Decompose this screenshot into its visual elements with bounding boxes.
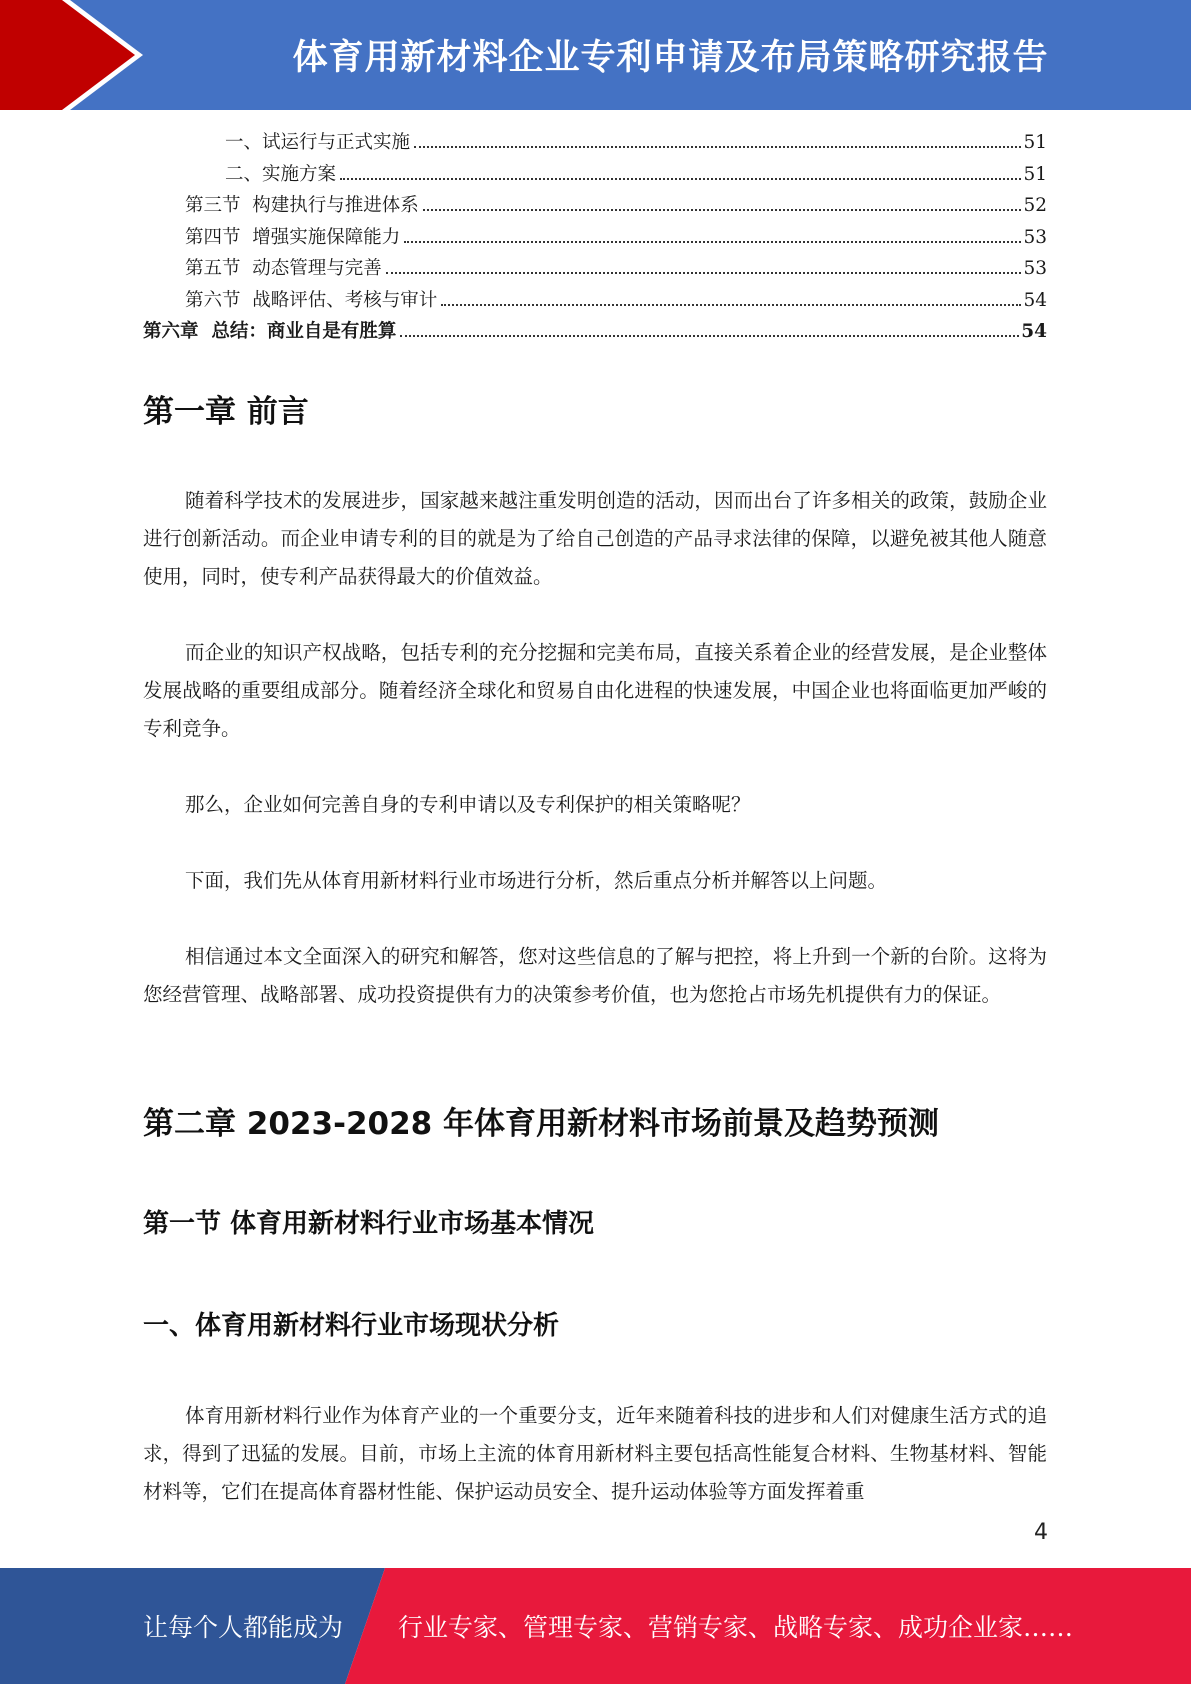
toc-leader-dots	[414, 146, 1021, 148]
header-arrow-decoration	[0, 0, 160, 110]
chapter-1-heading: 第一章 前言	[143, 394, 309, 430]
body-paragraph: 随着科学技术的发展进步，国家越来越注重发明创造的活动，因而出台了许多相关的政策，鼓励企业进行创新活动。而企业申请专利的目的就是为了给自己创造的产品寻求法律的保障，以避免被其他人随意使用，同时，使专利产品获得最大的价值效益。	[143, 489, 1047, 588]
footer-slogan-left: 让每个人都能成为	[143, 1613, 344, 1642]
body-paragraph: 而企业的知识产权战略，包括专利的充分挖掘和完美布局，直接关系着企业的经营发展，是企业整体发展战略的重要组成部分。随着经济全球化和贸易自由化进程的快速发展，中国企业也将面临更加严峻的专利竞争。	[143, 641, 1047, 740]
toc-entry-label: 第六章 总结：商业自是有胜算	[143, 321, 397, 342]
toc-entry[interactable]	[143, 317, 1047, 349]
toc-entry-page: 54	[1021, 321, 1047, 342]
toc-entry-page: 54	[1023, 289, 1047, 311]
toc-entry-page: 51	[1023, 163, 1047, 185]
toc-entry-label: 第五节 动态管理与完善	[185, 258, 382, 279]
section-heading: 第一节 体育用新材料行业市场基本情况	[143, 1209, 595, 1239]
page-header-banner	[0, 0, 1191, 110]
subsection-heading: 一、体育用新材料行业市场现状分析	[143, 1311, 560, 1341]
body-paragraph: 相信通过本文全面深入的研究和解答，您对这些信息的了解与把控，将上升到一个新的台阶。这将为您经营管理、战略部署、成功投资提供有力的决策参考价值，也为您抢占市场先机提供有力的保证。	[143, 945, 1047, 1006]
toc-entry-page: 51	[1023, 132, 1047, 153]
toc-entry[interactable]	[143, 128, 1047, 160]
toc-leader-dots	[340, 178, 1021, 180]
toc-entry-label: 二、实施方案	[225, 163, 337, 185]
footer-slogan-right: 行业专家、管理专家、营销专家、战略专家、成功企业家……	[398, 1613, 1074, 1642]
page-footer-banner	[0, 1568, 1191, 1684]
toc-entry-label: 第三节 构建执行与推进体系	[185, 195, 419, 216]
body-paragraph: 下面，我们先从体育用新材料行业市场进行分析，然后重点分析并解答以上问题。	[185, 869, 888, 892]
toc-entry[interactable]	[143, 254, 1047, 286]
body-paragraph: 那么，企业如何完善自身的专利申请以及专利保护的相关策略呢？	[185, 793, 751, 816]
body-paragraph: 体育用新材料行业作为体育产业的一个重要分支，近年来随着科技的进步和人们对健康生活方式的追求，得到了迅猛的发展。目前，市场上主流的体育用新材料主要包括高性能复合材料、生物基材料、智能材料等，它们在提高体育器材性能、保护运动员安全、提升运动体验等方面发挥着重	[143, 1404, 1047, 1503]
toc-leader-dots	[400, 335, 1019, 337]
toc-entry-label: 第六节 战略评估、考核与审计	[185, 289, 438, 311]
toc-entry-page: 52	[1023, 195, 1047, 216]
toc-entry[interactable]	[143, 286, 1047, 318]
page-number: 4	[1034, 1520, 1048, 1545]
toc-entry[interactable]	[143, 223, 1047, 255]
toc-entry[interactable]	[143, 160, 1047, 192]
toc-entry[interactable]	[143, 191, 1047, 223]
toc-leader-dots	[423, 209, 1022, 211]
toc-leader-dots	[441, 304, 1021, 306]
report-title: 体育用新材料企业专利申请及布局策略研究报告	[292, 38, 1049, 78]
table-of-contents	[143, 128, 1047, 349]
chapter-2-heading: 第二章 2023-2028 年体育用新材料市场前景及趋势预测	[143, 1106, 940, 1142]
toc-entry-label: 一、试运行与正式实施	[225, 132, 411, 153]
toc-entry-label: 第四节 增强实施保障能力	[185, 226, 401, 248]
toc-entry-page: 53	[1023, 258, 1047, 279]
toc-leader-dots	[404, 241, 1021, 243]
toc-entry-page: 53	[1023, 226, 1047, 248]
toc-leader-dots	[386, 272, 1022, 274]
